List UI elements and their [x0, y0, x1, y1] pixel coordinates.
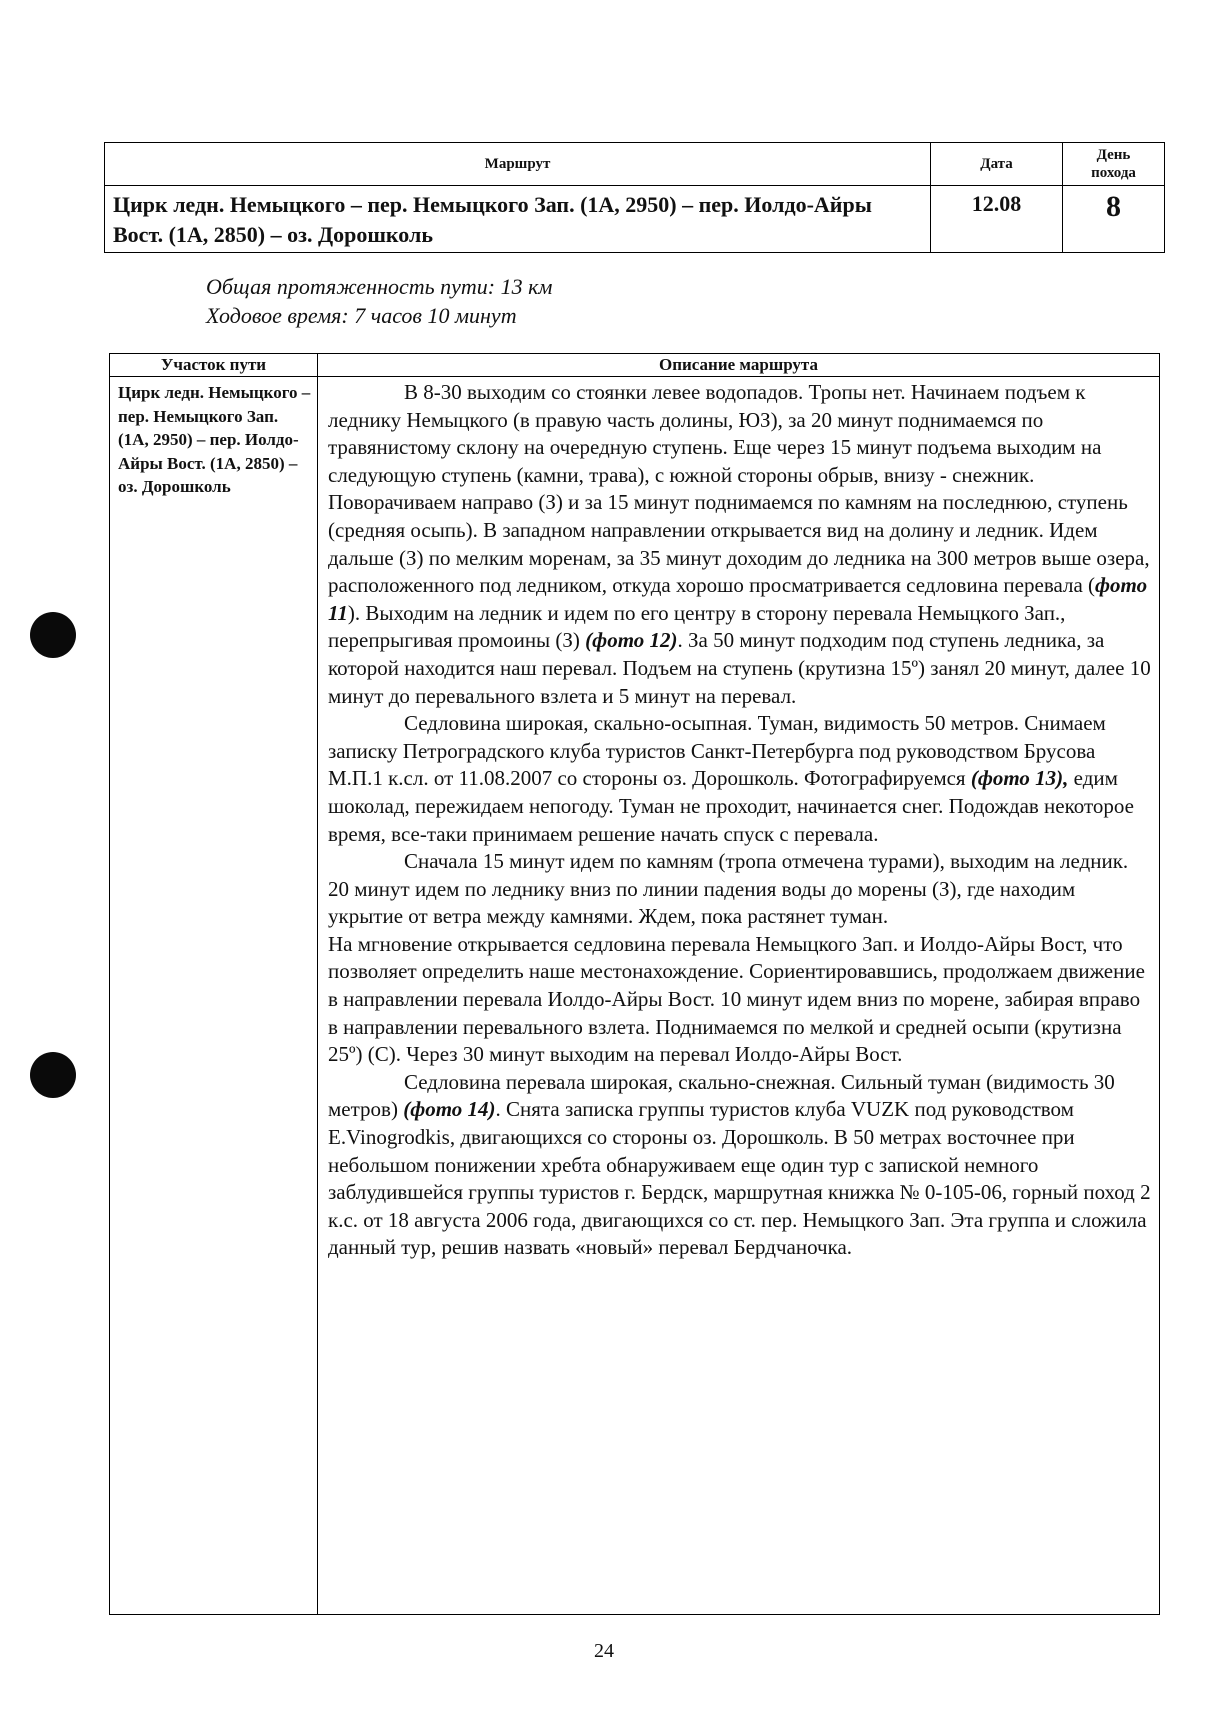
punch-hole	[30, 1052, 76, 1098]
route-segment: Цирк ледн. Немыцкого – пер. Немыцкого Зап. (1А, 2950) – пер. Иолдо-Айры Вост. (1А, 2850) – оз. Дорошколь	[110, 377, 318, 1615]
total-distance: Общая протяженность пути: 13 км	[206, 274, 553, 299]
paragraph-text: Седловина перевала широкая, скально-снежная. Сильный туман (видимость 30 метров)	[328, 1069, 1115, 1122]
photo-reference: фото 11	[328, 573, 1148, 625]
hike-day-number: 8	[1063, 186, 1165, 253]
photo-reference: (фото 13),	[970, 766, 1069, 791]
route-header-row	[105, 143, 1165, 186]
date-column-header: Дата	[931, 143, 1063, 186]
paragraph-text: Сначала 15 минут идем по камням (тропа отмечена турами), выходим на ледник. 20 минут идем по леднику вниз по линии падения воды до морены (З), где находим укрытие от ветра между камнями. Ждем, пока растянет туман.	[328, 849, 1129, 929]
description-paragraph	[328, 379, 1153, 710]
paragraph-text: На мгновение открывается седловина перевала Немыцкого Зап. и Иолдо-Айры Вост, что позволяет определить наше местонахождение. Сориентировавшись, продолжаем движение в направлении перевала Иолдо-Айры Вост. 10 минут идем вниз по морене, забирая вправо в направлении перевального взлета. Поднимаемся по мелкой и средней осыпи (крутизна 25º) (С). Через 30 минут выходим на перевал Иолдо-Айры Вост.	[328, 931, 1145, 1067]
paragraph-text: . За 50 минут подходим под ступень ледника, за которой находится наш перевал. Подъем на ступень (крутизна 15º) занял 20 минут, далее 10 минут до перевального взлета и 5 минут на перевал.	[328, 628, 1151, 708]
description-header-row	[110, 354, 1160, 377]
description-paragraph	[328, 931, 1153, 1069]
description-column-header: Описание маршрута	[318, 354, 1160, 377]
walking-time: Ходовое время: 7 часов 10 минут	[206, 303, 517, 328]
route-description-table	[109, 353, 1160, 1615]
route-description	[318, 377, 1160, 1615]
route-column-header: Маршрут	[105, 143, 931, 186]
route-summary	[206, 272, 552, 330]
route-name: Цирк ледн. Немыцкого – пер. Немыцкого Зап. (1А, 2950) – пер. Иолдо-Айры Вост. (1А, 2850) – оз. Дорошколь	[105, 186, 931, 253]
paragraph-text: . Снята записка группы туристов клуба VUZK под руководством E.Vinogrodkis, двигающихся со стороны оз. Дорошколь. В 50 метрах восточнее при небольшом понижении хребта обнаруживаем еще один тур с запиской немного заблудившейся группы туристов г. Бердск, маршрутная книжка № 0-105-06, горный поход 2 к.с. от 18 августа 2006 года, двигающихся со ст. пер. Немыцкого Зап. Эта группа и сложила данный тур, решив назвать «новый» перевал Бердчаночка.	[328, 1097, 1151, 1260]
description-data-row	[110, 377, 1160, 1615]
photo-reference: (фото 14)	[403, 1097, 496, 1122]
paragraph-text: В 8-30 выходим со стоянки левее водопадов. Тропы нет. Начинаем подъем к леднику Немыцкого (в правую часть долины, ЮЗ), за 20 минут поднимаемся по травянистому склону на очередную ступень. Еще через 15 минут подъема выходим на следующую ступень (камни, трава), с южной стороны обрыв, внизу - снежник. Поворачиваем направо (З) и за 15 минут поднимаемся по камням на последнюю, ступень (средняя осыпь). В западном направлении открывается вид на долину и ледник. Идем дальше (З) по мелким моренам, за 35 минут доходим до ледника на 300 метров выше озера, расположенного под ледником, откуда хорошо просматривается седловина перевала (	[328, 380, 1150, 598]
day-column-label: День похода	[1091, 147, 1136, 181]
route-date: 12.08	[931, 186, 1063, 253]
description-paragraph	[328, 848, 1153, 931]
paragraph-text: едим шоколад, пережидаем непогоду. Туман не проходит, начинается снег. Подождав некоторое время, все-таки принимаем решение начать спуск с перевала.	[328, 766, 1134, 846]
paragraph-text: ). Выходим на ледник и идем по его центру в сторону перевала Немыцкого Зап., перепрыгивая промоины (З)	[328, 600, 1066, 653]
route-data-row	[105, 186, 1165, 253]
description-paragraph	[328, 710, 1153, 848]
description-paragraph	[328, 1069, 1153, 1262]
paragraph-text: Седловина широкая, скально-осыпная. Туман, видимость 50 метров. Снимаем записку Петроградского клуба туристов Санкт-Петербурга под руководством Брусова М.П.1 к.сл. от 11.08.2007 со стороны оз. Дорошколь. Фотографируемся	[328, 711, 1106, 791]
page-number: 24	[594, 1640, 614, 1662]
photo-reference: (фото 12)	[585, 628, 678, 653]
route-header-table	[104, 142, 1165, 253]
punch-hole	[30, 612, 76, 658]
day-column-header	[1063, 143, 1165, 186]
segment-column-header: Участок пути	[110, 354, 318, 377]
